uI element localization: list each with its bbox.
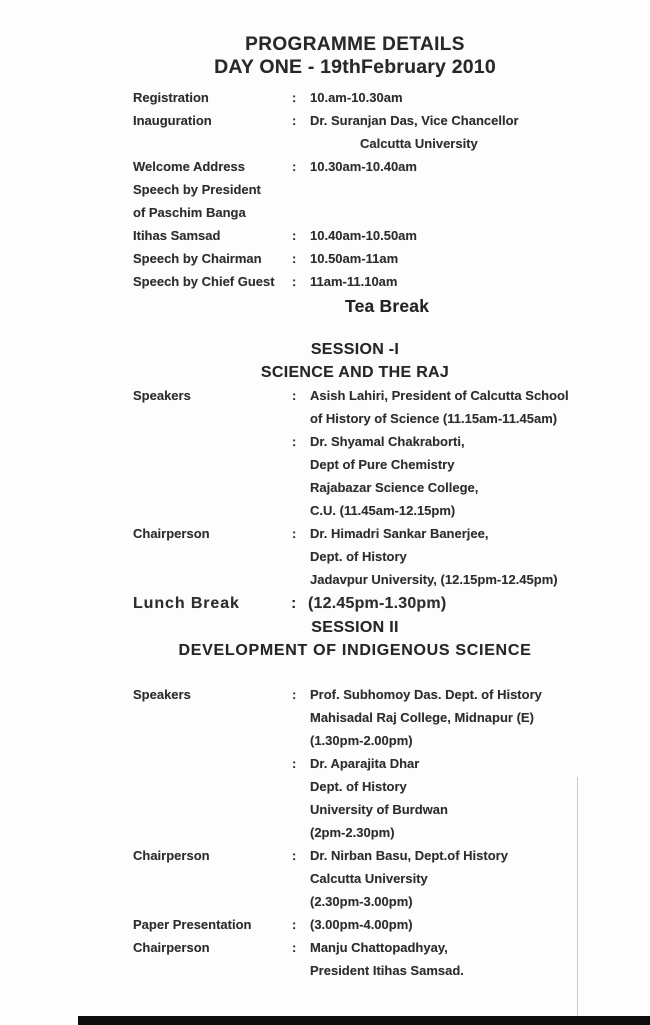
row-value: Asish Lahiri, President of Calcutta School <box>310 388 569 403</box>
programme-continuation-line <box>0 545 650 568</box>
programme-continuation-line <box>0 568 650 591</box>
colon-separator: : <box>292 526 297 541</box>
programme-continuation-line <box>0 132 650 155</box>
session-heading <box>60 639 650 662</box>
row-value: University of Burdwan <box>310 802 448 817</box>
programme-continuation-line <box>0 821 650 844</box>
programme-continuation-line <box>0 729 650 752</box>
colon-separator: : <box>292 434 297 449</box>
session-heading <box>60 361 650 384</box>
row-value: (1.30pm-2.00pm) <box>310 733 413 748</box>
row-value: SCIENCE AND THE RAJ <box>260 364 450 381</box>
row-label: Inauguration <box>133 113 212 128</box>
row-value: Rajabazar Science College, <box>310 480 479 495</box>
colon-separator: : <box>292 159 297 174</box>
colon-separator: : <box>292 274 297 289</box>
programme-row <box>0 224 650 247</box>
row-value: 10.am-10.30am <box>310 90 403 105</box>
row-label: Registration <box>133 90 209 105</box>
row-label: Speech by President <box>133 182 261 197</box>
row-value: Calcutta University <box>360 136 478 151</box>
colon-separator: : <box>292 251 297 266</box>
programme-continuation-line <box>0 867 650 890</box>
colon-separator: : <box>292 940 297 955</box>
row-value: of History of Science (11.15am-11.45am) <box>310 411 558 426</box>
programme-row <box>0 752 650 775</box>
colon-separator: : <box>292 687 297 702</box>
row-label: Itihas Samsad <box>133 228 221 243</box>
programme-row <box>0 936 650 959</box>
programme-continuation-line <box>0 890 650 913</box>
row-label: Chairperson <box>133 848 210 863</box>
row-value: Dept. of History <box>310 549 407 564</box>
row-value: C.U. (11.45am-12.15pm) <box>310 503 456 518</box>
row-value: 11am-11.10am <box>310 274 398 289</box>
programme-continuation-line <box>0 453 650 476</box>
row-value: Dept of Pure Chemistry <box>310 457 455 472</box>
row-label: Lunch Break <box>133 595 240 612</box>
row-value: Dr. Himadri Sankar Banerjee, <box>310 526 489 541</box>
vertical-spacer <box>0 662 650 683</box>
row-value: Dr. Suranjan Das, Vice Chancellor <box>310 113 519 128</box>
row-label: Speech by Chief Guest <box>133 274 275 289</box>
programme-row-label-only <box>0 201 650 224</box>
row-value: (2.30pm-3.00pm) <box>310 894 413 909</box>
row-value: Manju Chattopadhyay, <box>310 940 448 955</box>
row-label: of Paschim Banga <box>133 205 246 220</box>
programme-continuation-line <box>0 706 650 729</box>
row-label: Chairperson <box>133 526 210 541</box>
row-value: (3.00pm-4.00pm) <box>310 917 413 932</box>
row-value: Dr. Aparajita Dhar <box>310 756 420 771</box>
programme-row <box>0 430 650 453</box>
document-title: PROGRAMME DETAILS <box>245 34 465 55</box>
session-heading <box>60 616 650 639</box>
row-value: 10.30am-10.40am <box>310 159 417 174</box>
programme-row <box>0 384 650 407</box>
row-label: Chairperson <box>133 940 210 955</box>
colon-separator: : <box>292 388 297 403</box>
row-value: SESSION -I <box>310 341 400 358</box>
programme-schedule <box>0 86 650 982</box>
row-value: Dept. of History <box>310 779 407 794</box>
row-value: DEVELOPMENT OF INDIGENOUS SCIENCE <box>178 642 532 659</box>
programme-row <box>0 683 650 706</box>
row-value: Prof. Subhomoy Das. Dept. of History <box>310 687 542 702</box>
colon-separator: : <box>292 756 297 771</box>
programme-row-label-only <box>0 178 650 201</box>
programme-row <box>0 155 650 178</box>
row-value: Dr. Nirban Basu, Dept.of History <box>310 848 508 863</box>
scan-artifact-bottom-bar <box>78 1016 650 1025</box>
row-label: Paper Presentation <box>133 917 252 932</box>
colon-separator: : <box>292 90 297 105</box>
programme-continuation-line <box>0 499 650 522</box>
programme-continuation-line <box>0 959 650 982</box>
programme-row <box>0 270 650 293</box>
row-value: (12.45pm-1.30pm) <box>308 595 447 612</box>
programme-continuation-line <box>0 476 650 499</box>
programme-continuation-line <box>0 407 650 430</box>
document-subtitle: DAY ONE - 19thFebruary 2010 <box>214 56 496 78</box>
scan-artifact-vertical-line <box>577 777 578 1017</box>
programme-continuation-line <box>0 775 650 798</box>
programme-row <box>0 86 650 109</box>
colon-separator: : <box>292 113 297 128</box>
programme-row <box>0 247 650 270</box>
row-value: Calcutta University <box>310 871 428 886</box>
row-label: Speakers <box>133 687 191 702</box>
row-value: 10.50am-11am <box>310 251 399 266</box>
row-value: (2pm-2.30pm) <box>310 825 395 840</box>
document-header <box>60 0 650 79</box>
programme-row <box>0 844 650 867</box>
session-heading <box>60 338 650 361</box>
row-value: President Itihas Samsad. <box>310 963 464 978</box>
row-value: 10.40am-10.50am <box>310 228 417 243</box>
row-value: Tea Break <box>345 296 430 316</box>
lunch-break-row <box>0 591 650 616</box>
row-label: Speakers <box>133 388 191 403</box>
colon-separator: : <box>291 595 297 612</box>
colon-separator: : <box>292 917 297 932</box>
row-value: SESSION II <box>311 619 399 636</box>
programme-row <box>0 522 650 545</box>
row-label: Speech by Chairman <box>133 251 262 266</box>
colon-separator: : <box>292 848 297 863</box>
tea-break-heading <box>0 293 650 319</box>
colon-separator: : <box>292 228 297 243</box>
row-value: Jadavpur University, (12.15pm-12.45pm) <box>310 572 558 587</box>
row-label: Welcome Address <box>133 159 245 174</box>
programme-continuation-line <box>0 798 650 821</box>
programme-row <box>0 109 650 132</box>
row-value: Mahisadal Raj College, Midnapur (E) <box>310 710 534 725</box>
vertical-spacer <box>0 319 650 338</box>
programme-row <box>0 913 650 936</box>
row-value: Dr. Shyamal Chakraborti, <box>310 434 465 449</box>
